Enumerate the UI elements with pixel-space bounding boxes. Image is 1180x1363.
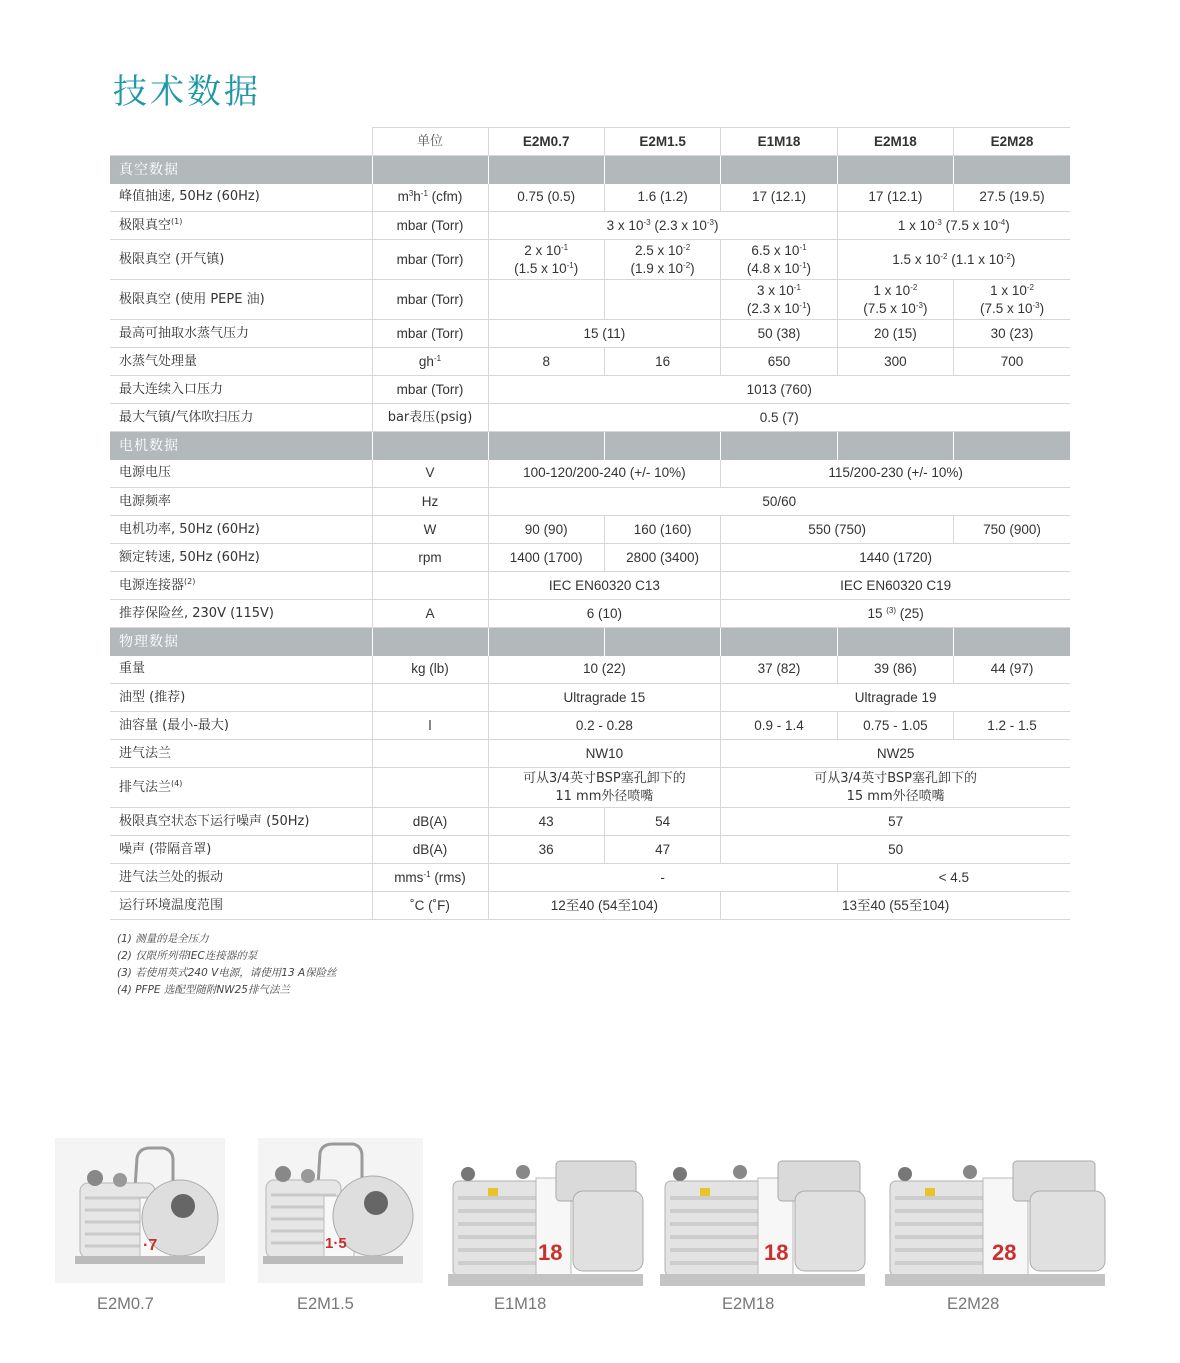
model-header: E2M18 — [837, 128, 953, 156]
table-row: 额定转速, 50Hz (60Hz) rpm 1400 (1700) 2800 (3400) 1440 (1720) — [110, 544, 1070, 572]
unit-cell: $m^3h^{-1}$ (cfm) — [372, 184, 488, 212]
table-row: 推荐保险丝, 230V (115V) A 6 (10) 15 $^{(3)}$ (25) — [110, 600, 1070, 628]
pump-image-e2m18 — [660, 1156, 870, 1294]
pump-badge: ·7 — [143, 1237, 158, 1254]
table-row: 最大连续入口压力 mbar (Torr) 1013 (760) — [110, 376, 1070, 404]
section-physical — [110, 628, 1070, 656]
spec-table — [110, 127, 1070, 920]
table-row: 运行环境温度范围 ˚C (˚F) 12至40 (54至104) 13至40 (55至104) — [110, 892, 1070, 920]
table-row: 极限真空 (开气镇) mbar (Torr) 2 x $10^{-1}$ (1.5 x $10^{-1}$) 2.5 x $10^{-2}$ (1.9 x $10^{-2}$) 6.5 x $10^{-1}$ (4.8 x $10^{-1}$) 1.5 x $10^{-2}$ (1.1 x $10^{-2}$) — [110, 240, 1070, 280]
header-row — [110, 128, 1070, 156]
pump-image-e2m07 — [55, 1138, 225, 1283]
pump-image-e2m28 — [885, 1156, 1110, 1294]
pump-image-e1m18 — [448, 1156, 648, 1294]
unit-header: 单位 — [372, 128, 488, 156]
product-name: E2M1.5 — [297, 1295, 354, 1313]
model-header: E2M28 — [954, 128, 1070, 156]
table-row: 极限真空 (使用 PEPE 油) mbar (Torr) 3 x $10^{-1}$ (2.3 x $10^{-1}$) 1 x $10^{-2}$ (7.5 x $10^{-3}$) 1 x $10^{-2}$ (7.5 x $10^{-3}$) — [110, 280, 1070, 320]
table-row: 极限真空$^{(1)}$ mbar (Torr) 3 x $10^{-3}$ (2.3 x $10^{-3}$) 1 x $10^{-3}$ (7.5 x $10^{-4}$) — [110, 212, 1070, 240]
table-row: 噪声 (带隔音罩) dB(A) 36 47 50 — [110, 836, 1070, 864]
product-gallery — [0, 1130, 1180, 1330]
footnote: (2) 仅限所列带IEC连接器的泵 — [117, 950, 258, 962]
table-row: 极限真空状态下运行噪声 (50Hz) dB(A) 43 54 57 — [110, 808, 1070, 836]
table-row: 电源电压 V 100-120/200-240 (+/- 10%) 115/200-230 (+/- 10%) — [110, 460, 1070, 488]
table-row: 油型 (推荐) Ultragrade 15 Ultragrade 19 — [110, 684, 1070, 712]
section-title: 真空数据 — [110, 156, 372, 184]
table-row: 油容量 (最小-最大) l 0.2 - 0.28 0.9 - 1.4 0.75 - 1.05 1.2 - 1.5 — [110, 712, 1070, 740]
product-name: E2M28 — [947, 1295, 1000, 1313]
footnote: (3) 若使用英式240 V电源，请使用13 A保险丝 — [117, 967, 337, 979]
pump-badge: 28 — [992, 1240, 1017, 1265]
model-header: E1M18 — [721, 128, 837, 156]
pump-image-e2m15 — [258, 1138, 423, 1283]
table-row: 电源频率 Hz 50/60 — [110, 488, 1070, 516]
table-row: 水蒸气处理量 $gh^{-1}$ 8 16 650 300 700 — [110, 348, 1070, 376]
table-row: 最大气镇/气体吹扫压力 bar表压(psig) 0.5 (7) — [110, 404, 1070, 432]
pump-badge: 1·5 — [325, 1235, 347, 1252]
table-row: 重量 kg (lb) 10 (22) 37 (82) 39 (86) 44 (97) — [110, 656, 1070, 684]
product-name: E2M18 — [722, 1295, 775, 1313]
footnotes — [117, 931, 337, 999]
model-header: E2M0.7 — [488, 128, 604, 156]
page-title: 技术数据 — [113, 72, 261, 112]
section-title: 物理数据 — [110, 628, 372, 656]
product-name: E1M18 — [494, 1295, 547, 1313]
section-vacuum — [110, 156, 1070, 184]
table-row: 峰值抽速, 50Hz (60Hz) $m^3h^{-1}$ (cfm) 0.75 (0.5) 1.6 (1.2) 17 (12.1) 17 (12.1) 27.5 (19.5) — [110, 184, 1070, 212]
product-name: E2M0.7 — [97, 1295, 154, 1313]
model-header: E2M1.5 — [604, 128, 720, 156]
table-row: 电源连接器$^{(2)}$ IEC EN60320 C13 IEC EN60320 C19 — [110, 572, 1070, 600]
footnote: (1) 测量的是全压力 — [117, 933, 209, 945]
pump-badge: 18 — [538, 1240, 563, 1265]
table-row: 电机功率, 50Hz (60Hz) W 90 (90) 160 (160) 550 (750) 750 (900) — [110, 516, 1070, 544]
pump-badge: 18 — [764, 1240, 789, 1265]
section-title: 电机数据 — [110, 432, 372, 460]
table-row: 进气法兰 NW10 NW25 — [110, 740, 1070, 768]
table-row: 最高可抽取水蒸气压力 mbar (Torr) 15 (11) 50 (38) 20 (15) 30 (23) — [110, 320, 1070, 348]
table-row: 排气法兰$^{(4)}$ 可从3/4英寸BSP塞孔卸下的 11 mm外径喷嘴 可从3/4英寸BSP塞孔卸下的 15 mm外径喷嘴 — [110, 768, 1070, 808]
table-row: 进气法兰处的振动 mms$^{-1}$ (rms) - < 4.5 — [110, 864, 1070, 892]
footnote: (4) PFPE 选配型随附NW25排气法兰 — [117, 984, 290, 996]
section-motor — [110, 432, 1070, 460]
